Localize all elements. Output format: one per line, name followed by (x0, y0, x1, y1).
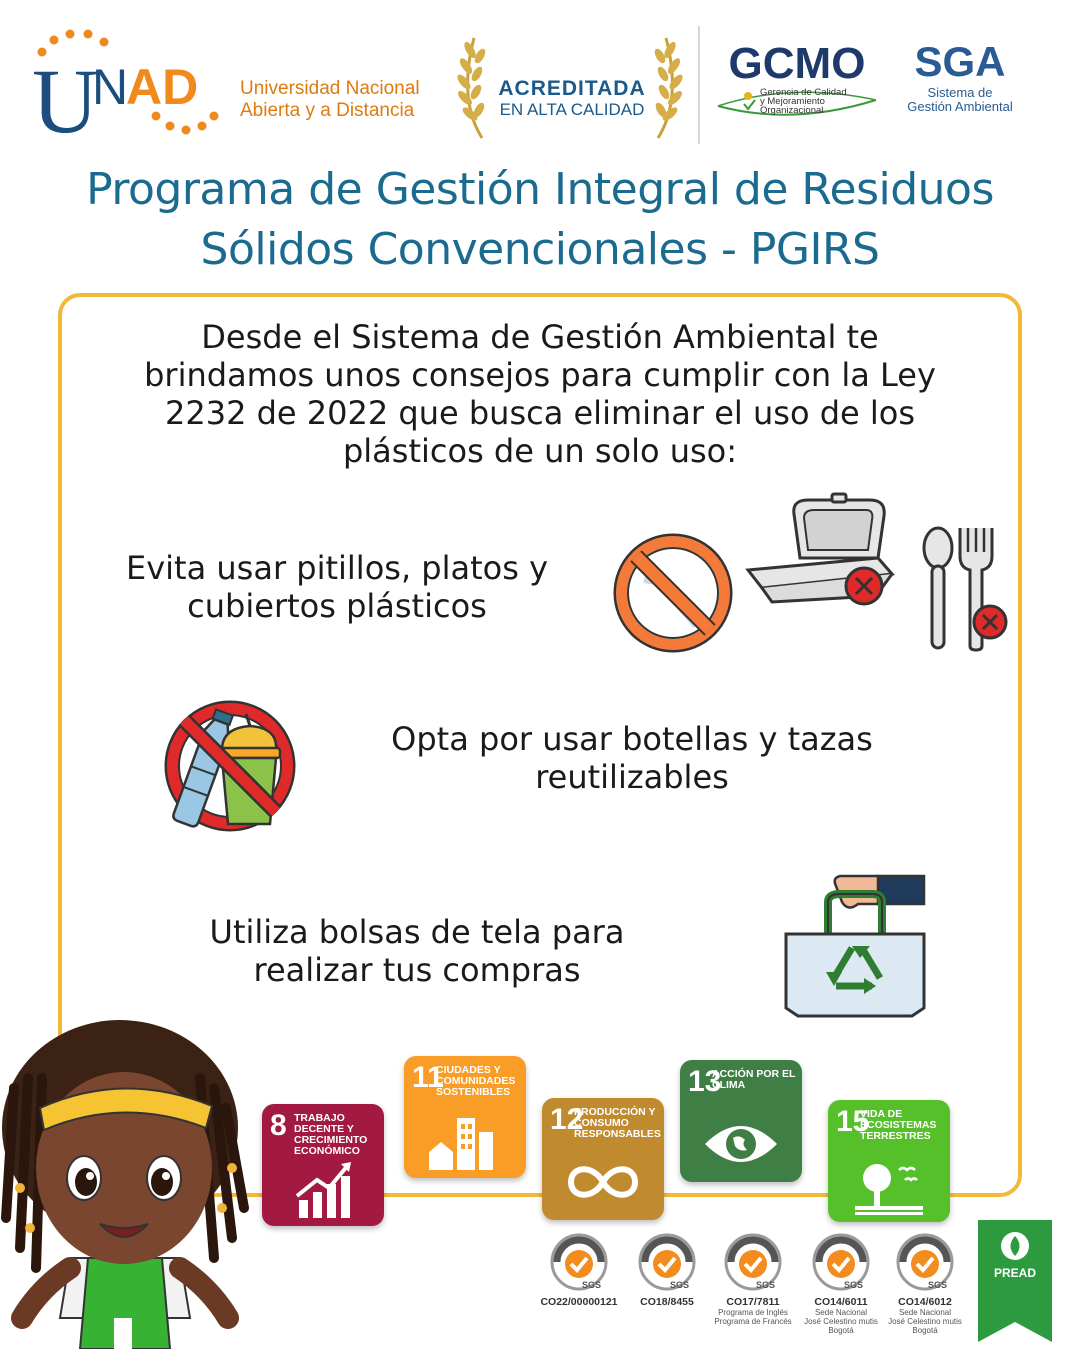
sdg-8-number: 8 (270, 1109, 287, 1142)
accreditation-line1: ACREDITADA (498, 77, 646, 100)
certification-code: CO18/8455 (640, 1296, 694, 1308)
pread-label: PREAD (993, 1266, 1036, 1280)
tip1-line1: Evita usar pitillos, platos y (126, 549, 548, 587)
certification-badge (626, 1232, 708, 1308)
certification-note-line1: Sede Nacional (898, 1308, 952, 1317)
sdg-15-tile (828, 1100, 950, 1222)
sdg-13-number: 13 (688, 1065, 722, 1098)
sdg-15-number: 15 (836, 1105, 870, 1138)
tip-avoid-plastics (90, 549, 584, 625)
no-plastic-bottle-icon (158, 694, 304, 838)
sdg-11-label: CIUDADES Y COMUNIDADES SOSTENIBLES (436, 1064, 516, 1098)
tip-reusable-bottles (340, 720, 924, 796)
svg-text:SGS: SGS (928, 1280, 948, 1290)
unad-n-letter: N (92, 59, 129, 115)
gcmo-subtitle-line1: Gerencia de Calidad (760, 87, 847, 98)
sgs-certification-icon (723, 1232, 783, 1292)
unad-name-line2: Abierta y a Distancia (240, 100, 415, 121)
page-title (0, 160, 1080, 280)
unad-name-line1: Universidad Nacional (240, 78, 420, 99)
certification-code: CO17/7811 (726, 1296, 780, 1308)
certification-badge (884, 1232, 966, 1335)
tip2-line2: reutilizables (535, 758, 729, 796)
sgs-certification-icon (637, 1232, 697, 1292)
svg-text:SGS: SGS (844, 1280, 864, 1290)
cloth-bag-recycle-icon (778, 872, 930, 1018)
tip-cloth-bags (160, 913, 674, 989)
laurel-left-icon (452, 30, 492, 142)
svg-text:SGS: SGS (582, 1280, 602, 1290)
unad-institution-name (240, 78, 420, 122)
certification-badge (712, 1232, 794, 1326)
sgs-certification-icon (811, 1232, 871, 1292)
sdg-15-label: VIDA DE ECOSISTEMAS TERRESTRES (860, 1108, 937, 1142)
tip3-line1: Utiliza bolsas de tela para (209, 913, 625, 951)
laurel-right-icon (648, 30, 688, 142)
intro-line3: 2232 de 2022 que busca eliminar el uso de los (165, 394, 915, 432)
tip2-line1: Opta por usar botellas y tazas (391, 720, 873, 758)
infinity-loop-icon (563, 1150, 643, 1214)
header-divider (698, 26, 700, 144)
sga-title: SGA (914, 38, 1006, 85)
page-title-line2: Sólidos Convencionales - PGIRS (200, 224, 880, 275)
certification-note-line3: Bogotá (912, 1326, 938, 1335)
tree-birds-icon (849, 1152, 929, 1216)
gcmo-title: GCMO (728, 39, 866, 88)
unad-u-letter: U (32, 50, 99, 144)
sga-subtitle-line1: Sistema de (927, 85, 993, 100)
tip1-line2: cubiertos plásticos (187, 587, 487, 625)
tip3-line2: realizar tus compras (253, 951, 581, 989)
sdg-13-tile (680, 1060, 802, 1182)
pread-ribbon-badge (976, 1218, 1054, 1344)
gcmo-logo (712, 40, 882, 124)
mascot-character (0, 1018, 250, 1349)
sdg-12-number: 12 (550, 1103, 584, 1136)
sgs-certification-icon (549, 1232, 609, 1292)
certification-note-line2: Programa de Francés (714, 1317, 792, 1326)
sdg-13-label: ACCIÓN POR EL CLIMA (712, 1068, 796, 1091)
intro-text (60, 318, 1020, 470)
eye-globe-icon (701, 1112, 781, 1176)
plastic-cutlery-icon (914, 522, 1010, 652)
sgs-certification-icon (895, 1232, 955, 1292)
sdg-11-tile (404, 1056, 526, 1178)
svg-text:SGS: SGS (670, 1280, 690, 1290)
certification-note-line2: José Celestino mutis (888, 1317, 962, 1326)
sdg-8-label: TRABAJO DECENTE Y CRECIMIENTO ECONÓMICO (294, 1112, 368, 1157)
certification-note-line2: José Celestino mutis (804, 1317, 878, 1326)
intro-line1: Desde el Sistema de Gestión Ambiental te (201, 318, 879, 356)
food-container-icon (742, 492, 912, 616)
unad-ad-letters: AD (126, 59, 199, 115)
accreditation-line2: EN ALTA CALIDAD (499, 100, 645, 119)
certification-note-line3: Bogotá (828, 1326, 854, 1335)
certification-code: CO14/6012 (898, 1296, 952, 1308)
sga-subtitle-line2: Gestión Ambiental (907, 99, 1013, 114)
svg-text:SGS: SGS (756, 1280, 776, 1290)
certification-code: CO14/6011 (814, 1296, 868, 1308)
certification-note-line1: Programa de Inglés (718, 1308, 788, 1317)
sdg-12-tile (542, 1098, 664, 1220)
city-buildings-icon (425, 1108, 505, 1172)
sdg-8-tile (262, 1104, 384, 1226)
sdg-12-label: PRODUCCIÓN Y CONSUMO RESPONSABLES (574, 1106, 661, 1140)
certification-badge (538, 1232, 620, 1308)
page-title-line1: Programa de Gestión Integral de Residuos (86, 164, 994, 215)
sga-logo (900, 40, 1020, 114)
certification-code: CO22/00000121 (540, 1296, 618, 1308)
accreditation-badge (492, 78, 652, 120)
sdg-11-number: 11 (412, 1061, 444, 1094)
intro-line2: brindamos unos consejos para cumplir con la Ley (144, 356, 936, 394)
no-straws-icon (608, 528, 738, 658)
certification-badge (800, 1232, 882, 1335)
gcmo-subtitle-line3: Organizacional (760, 105, 824, 116)
header (0, 0, 1080, 150)
gcmo-subtitle-line2: y Mejoramiento (760, 96, 825, 107)
certification-note-line1: Sede Nacional (814, 1308, 868, 1317)
growth-chart-icon (283, 1156, 363, 1220)
unad-logo (28, 28, 228, 144)
gcmo-subtitle (760, 88, 870, 115)
intro-line4: plásticos de un solo uso: (342, 432, 738, 470)
